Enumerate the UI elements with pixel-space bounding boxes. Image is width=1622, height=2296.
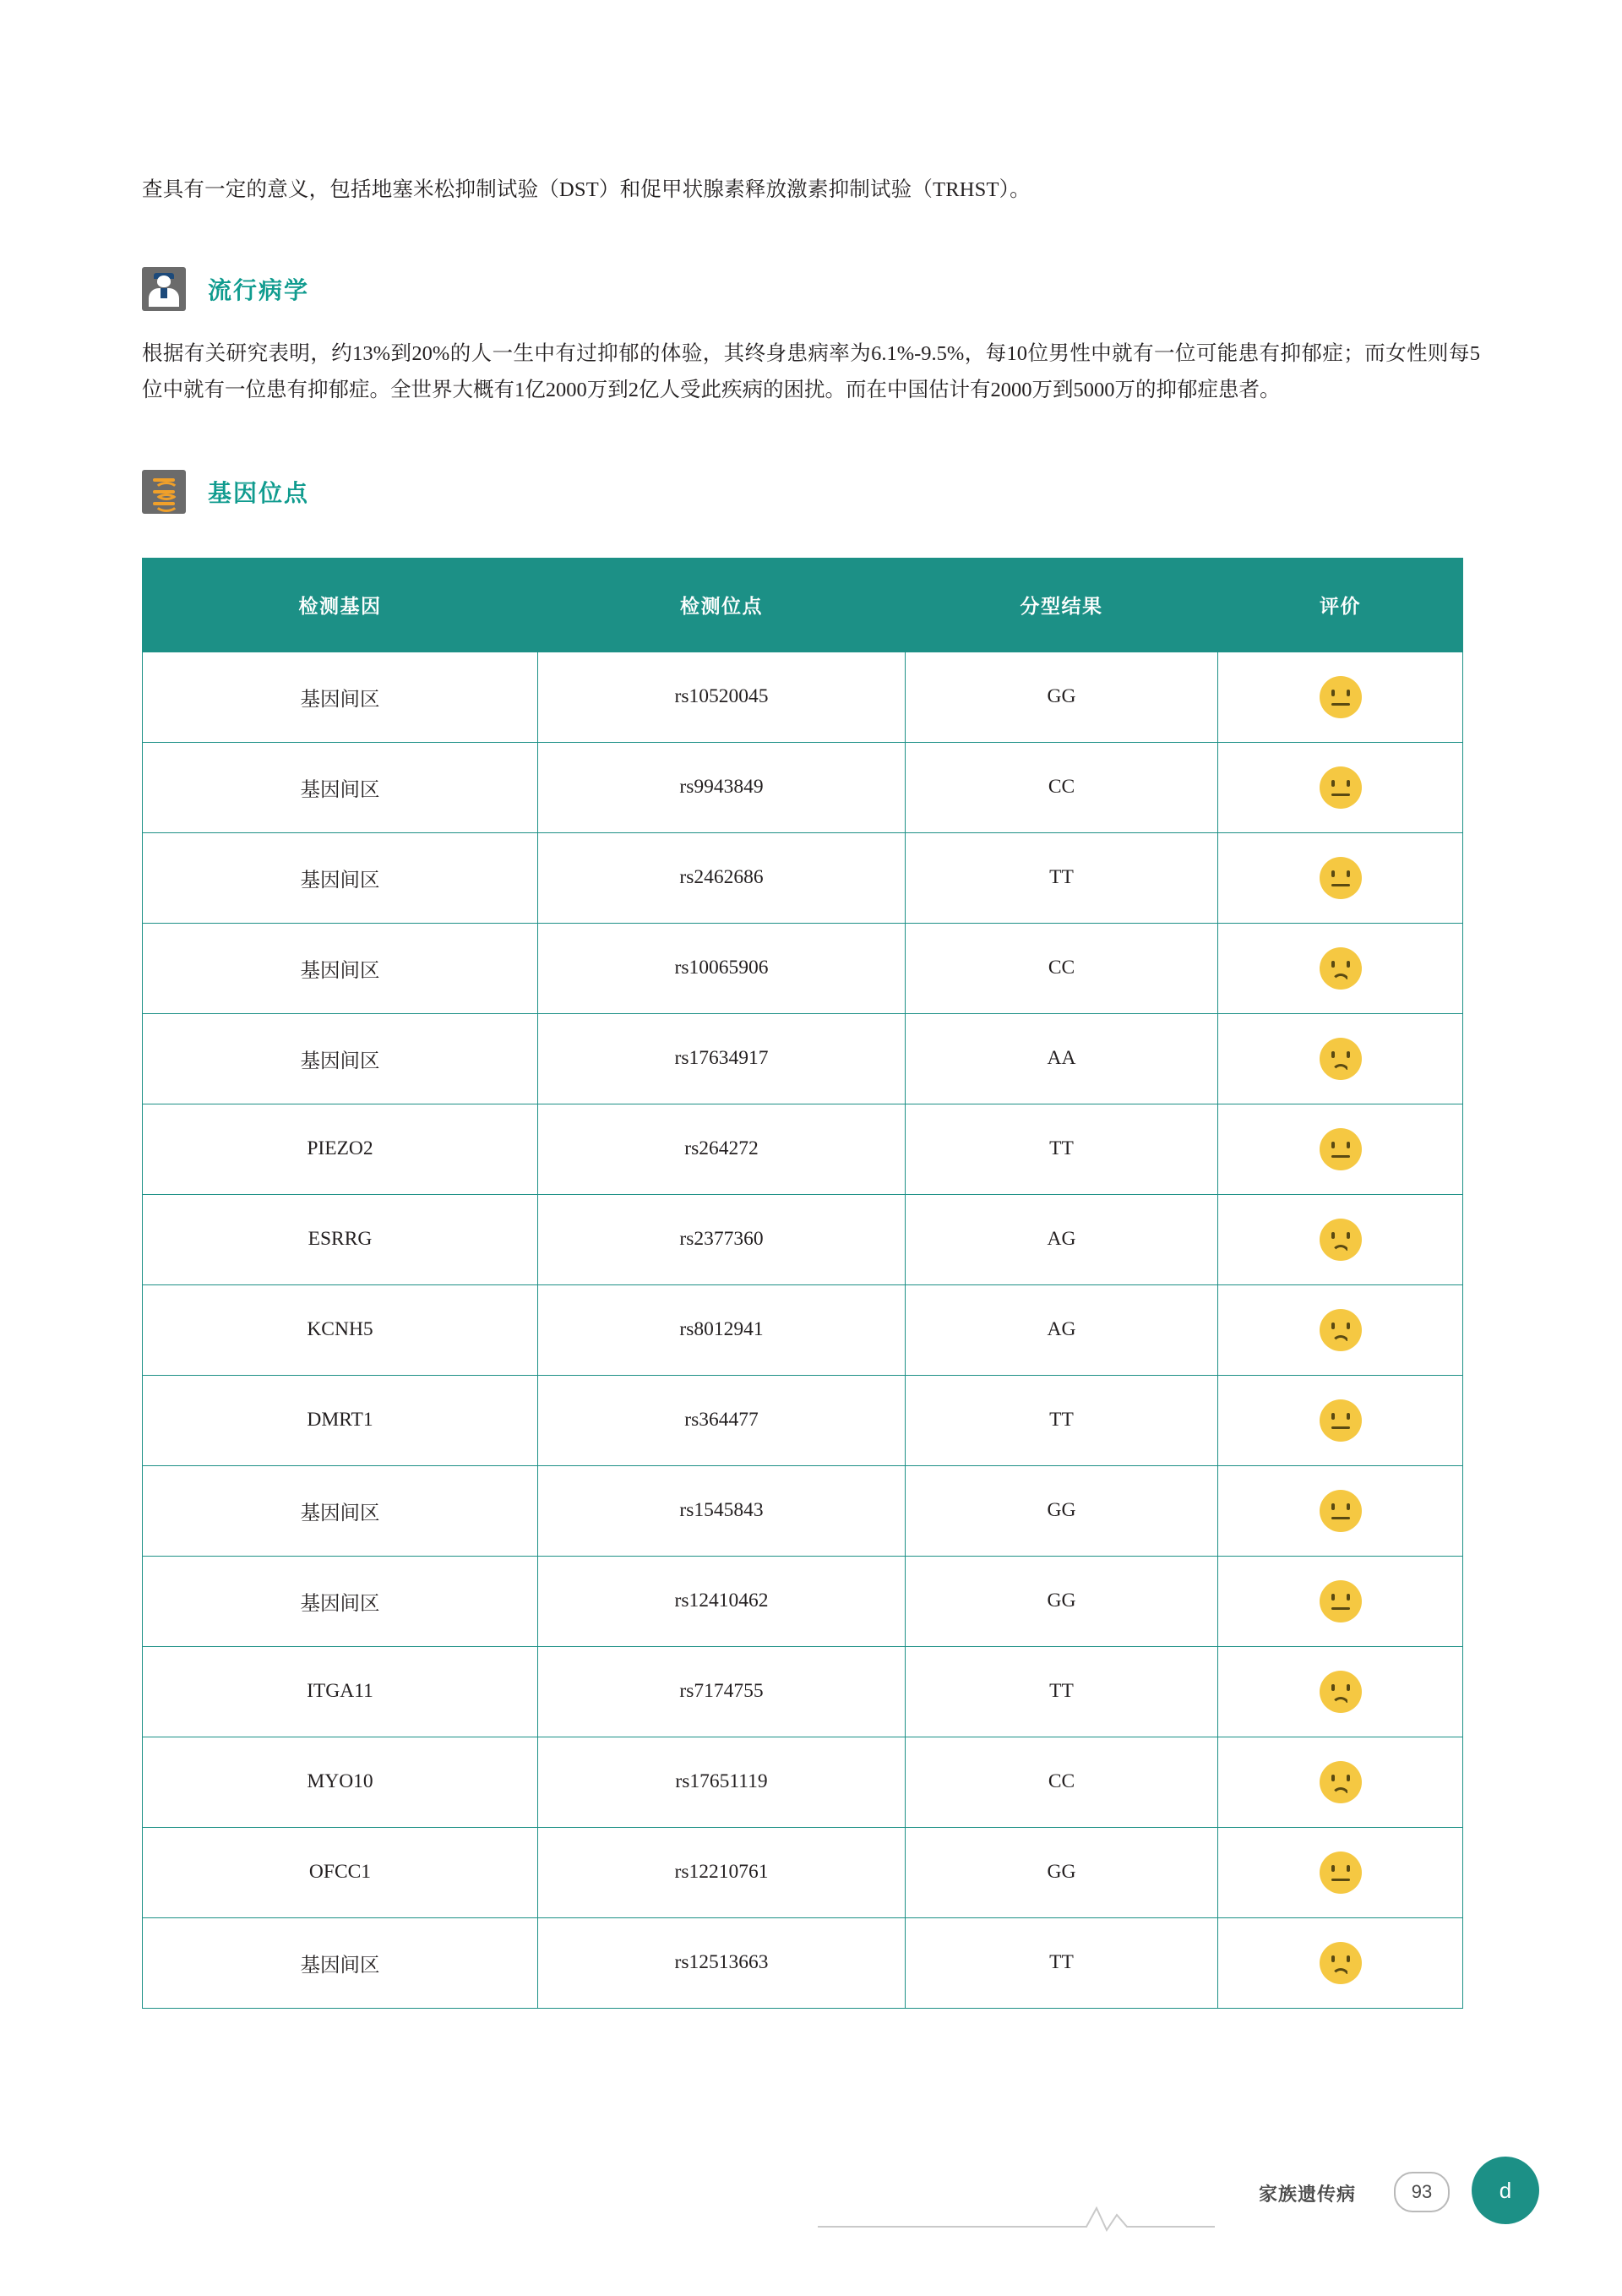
cell-rating [1218,742,1463,832]
cell-locus: rs8012941 [538,1284,906,1375]
cell-genotype: AG [906,1194,1218,1284]
cell-gene: MYO10 [143,1737,538,1827]
table-row [143,1104,1463,1194]
cell-rating [1218,1194,1463,1284]
cell-locus: rs2377360 [538,1194,906,1284]
cell-rating [1218,832,1463,923]
cell-genotype: TT [906,1917,1218,2008]
cell-gene: 基因间区 [143,923,538,1013]
page-content [142,0,1480,2009]
cell-rating [1218,923,1463,1013]
sad-face-icon [1320,947,1362,990]
cell-gene: 基因间区 [143,1556,538,1646]
neutral-face-icon [1320,1580,1362,1622]
cell-locus: rs1545843 [538,1465,906,1556]
table-row [143,1013,1463,1104]
cell-gene: DMRT1 [143,1375,538,1465]
cell-locus: rs12410462 [538,1556,906,1646]
cell-gene: KCNH5 [143,1284,538,1375]
dna-icon [142,470,186,514]
cell-gene: 基因间区 [143,742,538,832]
table-row [143,1465,1463,1556]
cell-locus: rs17651119 [538,1737,906,1827]
sad-face-icon [1320,1671,1362,1713]
cell-locus: rs2462686 [538,832,906,923]
table-header-row [143,558,1463,652]
cell-locus: rs7174755 [538,1646,906,1737]
cell-locus: rs264272 [538,1104,906,1194]
column-header-locus: 检测位点 [538,558,906,652]
section-header-epidemiology [142,267,1480,311]
section-header-gene-loci [142,470,1480,514]
cell-genotype: GG [906,1465,1218,1556]
table-row [143,923,1463,1013]
table-row [143,652,1463,742]
cell-rating [1218,1465,1463,1556]
cell-genotype: CC [906,742,1218,832]
cell-rating [1218,1737,1463,1827]
cell-rating [1218,1284,1463,1375]
table-row [143,1827,1463,1917]
cell-gene: ESRRG [143,1194,538,1284]
column-header-gene: 检测基因 [143,558,538,652]
table-row [143,742,1463,832]
neutral-face-icon [1320,857,1362,899]
cell-rating [1218,1917,1463,2008]
cell-gene: ITGA11 [143,1646,538,1737]
cell-rating [1218,1104,1463,1194]
cell-genotype: TT [906,832,1218,923]
cell-locus: rs12210761 [538,1827,906,1917]
heartbeat-wave-icon [818,2201,1215,2235]
cell-genotype: CC [906,923,1218,1013]
sad-face-icon [1320,1942,1362,1984]
sad-face-icon [1320,1219,1362,1261]
cell-gene: PIEZO2 [143,1104,538,1194]
section-title-epidemiology: 流行病学 [208,277,310,304]
footer-page-number: 93 [1394,2172,1450,2212]
sad-face-icon [1320,1309,1362,1351]
cell-rating [1218,1375,1463,1465]
neutral-face-icon [1320,1399,1362,1442]
cell-locus: rs364477 [538,1375,906,1465]
cell-rating [1218,1013,1463,1104]
sad-face-icon [1320,1761,1362,1803]
neutral-face-icon [1320,676,1362,718]
table-row [143,1194,1463,1284]
cell-gene: 基因间区 [143,1013,538,1104]
cell-genotype: TT [906,1646,1218,1737]
table-row [143,1646,1463,1737]
section-title-gene-loci: 基因位点 [208,479,310,506]
neutral-face-icon [1320,766,1362,809]
table-row [143,1284,1463,1375]
cell-rating [1218,652,1463,742]
column-header-genotype: 分型结果 [906,558,1218,652]
doctor-icon [142,267,186,311]
cell-genotype: AA [906,1013,1218,1104]
cell-rating [1218,1556,1463,1646]
table-row [143,1375,1463,1465]
neutral-face-icon [1320,1490,1362,1532]
footer-badge: d [1472,2157,1539,2224]
cell-locus: rs12513663 [538,1917,906,2008]
cell-rating [1218,1827,1463,1917]
cell-genotype: TT [906,1104,1218,1194]
cell-locus: rs9943849 [538,742,906,832]
footer-chapter-label: 家族遗传病 [1259,2184,1357,2205]
gene-loci-table [142,558,1463,2009]
cell-genotype: GG [906,1556,1218,1646]
cell-genotype: AG [906,1284,1218,1375]
table-body [143,652,1463,2008]
cell-locus: rs10065906 [538,923,906,1013]
cell-genotype: CC [906,1737,1218,1827]
table-row [143,1556,1463,1646]
cell-gene: 基因间区 [143,832,538,923]
table-row [143,832,1463,923]
table-row [143,1737,1463,1827]
epidemiology-body-text: 根据有关研究表明，约13%到20%的人一生中有过抑郁的体验，其终身患病率为6.1%-9.5%，每10位男性中就有一位可能患有抑郁症；而女性则每5位中就有一位患有抑郁症。全世界大概有1亿2000万到2亿人受此疾病的困扰。而在中国估计有2000万到5000万的抑郁症患者。 [142,342,1480,402]
neutral-face-icon [1320,1128,1362,1170]
intro-paragraph: 查具有一定的意义，包括地塞米松抑制试验（DST）和促甲状腺素释放激素抑制试验（TRHST）。 [142,178,1031,201]
cell-locus: rs17634917 [538,1013,906,1104]
cell-genotype: GG [906,652,1218,742]
table-row [143,1917,1463,2008]
cell-gene: 基因间区 [143,1917,538,2008]
cell-rating [1218,1646,1463,1737]
cell-locus: rs10520045 [538,652,906,742]
cell-genotype: GG [906,1827,1218,1917]
sad-face-icon [1320,1038,1362,1080]
cell-genotype: TT [906,1375,1218,1465]
page-footer [0,2151,1622,2252]
column-header-rating: 评价 [1218,558,1463,652]
cell-gene: OFCC1 [143,1827,538,1917]
cell-gene: 基因间区 [143,1465,538,1556]
neutral-face-icon [1320,1852,1362,1894]
cell-gene: 基因间区 [143,652,538,742]
